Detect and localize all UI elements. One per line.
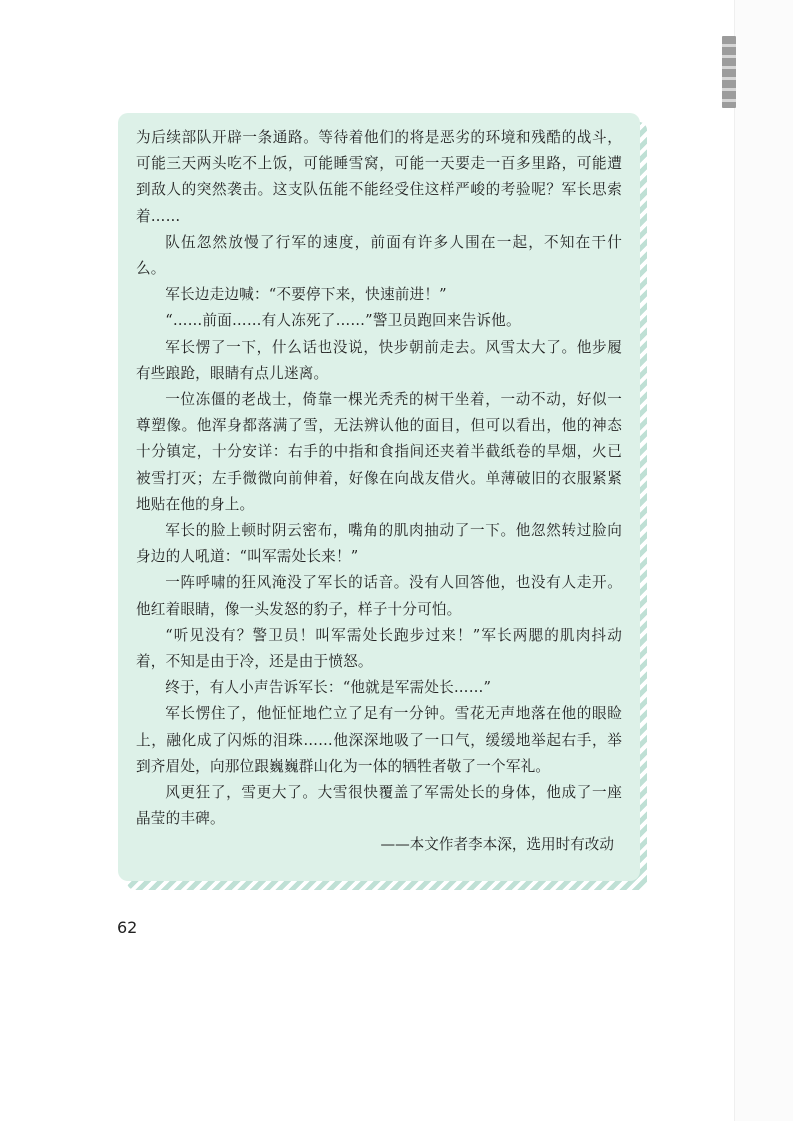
story-text-panel (118, 113, 640, 881)
paragraph-9: “听见没有？警卫员！叫军需处长跑步过来！”军长两腮的肌肉抖动着，不知是由于冷，还是由于愤怒。 (136, 626, 622, 671)
paragraph-2: 队伍忽然放慢了行军的速度，前面有许多人围在一起，不知在干什么。 (136, 233, 622, 278)
paragraph-1: 为后续部队开辟一条通路。等待着他们的将是恶劣的环境和残酷的战斗，可能三天两头吃不上饭，可能睡雪窝，可能一天要走一百多里路，可能遭到敌人的突然袭击。这支队伍能不能经受住这样严峻的考验呢？军长思索着…… (136, 129, 622, 225)
page-edge-tab (722, 36, 736, 108)
source-attribution: ——本文作者李本深，选用时有改动 (380, 836, 614, 854)
paragraph-11: 军长愣住了，他怔怔地伫立了足有一分钟。雪花无声地落在他的眼睑上，融化成了闪烁的泪珠……他深深地吸了一口气，缓缓地举起右手，举到齐眉处，向那位跟巍巍群山化为一体的牺牲者敬了一个军礼。 (136, 705, 622, 775)
paragraph-4: “……前面……有人冻死了……”警卫员跑回来告诉他。 (165, 312, 521, 330)
paragraph-10: 终于，有人小声告诉军长：“他就是军需处长……” (165, 679, 492, 697)
page-number: 62 (117, 918, 138, 937)
paragraph-3: 军长边走边喊：“不要停下来，快速前进！” (165, 286, 447, 304)
paragraph-7: 军长的脸上顿时阴云密布，嘴角的肌肉抽动了一下。他忽然转过脸向身边的人吼道：“叫军需处长来！” (136, 522, 622, 566)
paragraph-5: 军长愣了一下，什么话也没说，快步朝前走去。风雪太大了。他步履有些踉跄，眼睛有点儿迷离。 (136, 338, 622, 382)
paragraph-8: 一阵呼啸的狂风淹没了军长的话音。没有人回答他，也没有人走开。他红着眼睛，像一头发怒的豹子，样子十分可怕。 (136, 574, 622, 618)
paragraph-12: 风更狂了，雪更大了。大雪很快覆盖了军需处长的身体，他成了一座晶莹的丰碑。 (136, 784, 622, 828)
paragraph-6: 一位冻僵的老战士，倚靠一棵光秃秃的树干坐着，一动不动，好似一尊塑像。他浑身都落满了雪，无法辨认他的面目，但可以看出，他的神态十分镇定，十分安详：右手的中指和食指间还夹着半截纸卷的旱烟，火已被雪打灭；左手微微向前伸着，好像在向战友借火。单薄破旧的衣服紧紧地贴在他的身上。 (136, 391, 622, 513)
page-edge-strip (734, 0, 793, 1121)
